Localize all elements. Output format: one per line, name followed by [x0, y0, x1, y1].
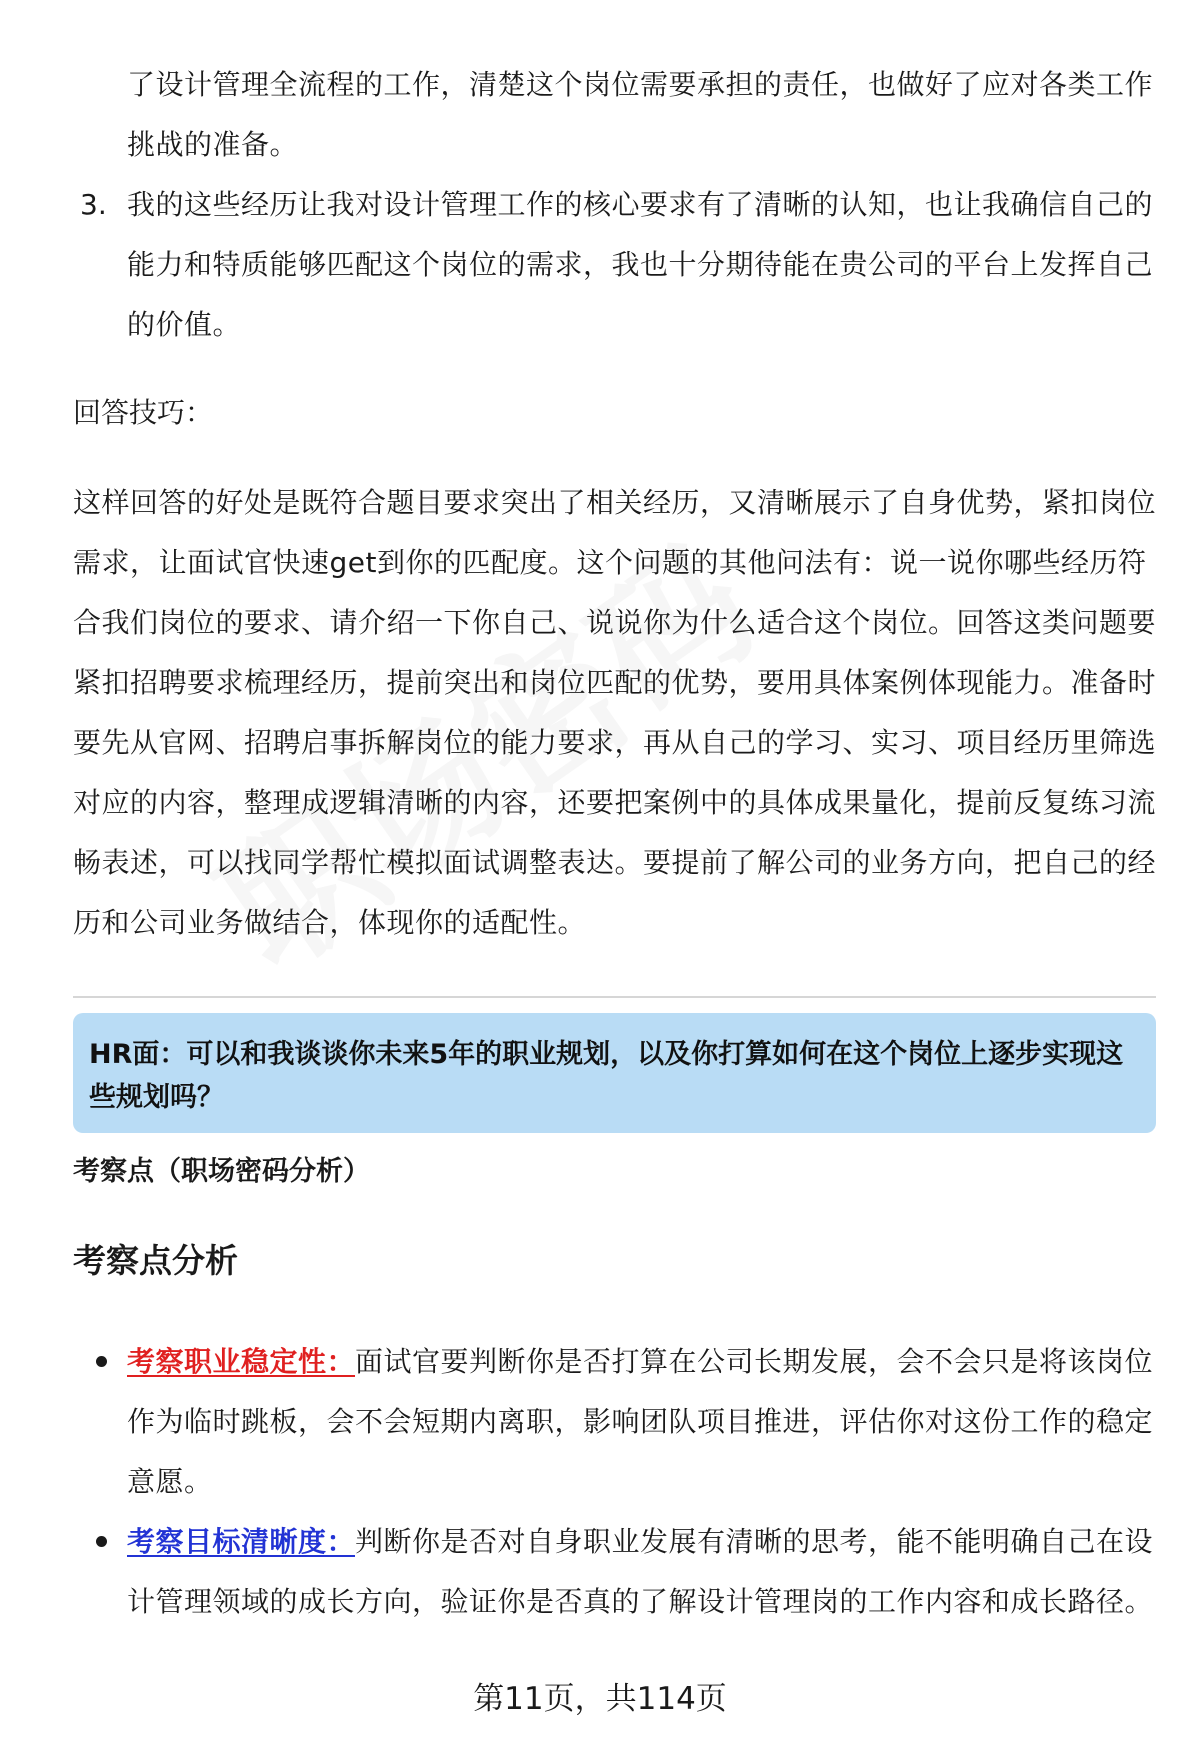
- tips-paragraph: 这样回答的好处是既符合题目要求突出了相关经历，又清晰展示了自身优势，紧扣岗位需求，让面试官快速get到你的匹配度。这个问题的其他问法有：说一说你哪些经历符合我们岗位的要求、请介绍一下你自己、说说你为什么适合这个岗位。回答这类问题要紧扣招聘要求梳理经历，提前突出和岗位匹配的优势，要用具体案例体现能力。准备时要先从官网、招聘启事拆解岗位的能力要求，再从自己的学习、实习、项目经历里筛选对应的内容，整理成逻辑清晰的内容，还要把案例中的具体成果量化，提前反复练习流畅表述，可以找同学帮忙模拟面试调整表达。要提前了解公司的业务方向，把自己的经历和公司业务做结合，体现你的适配性。: [73, 486, 1157, 939]
- point-text: 面试官要判断你是否打算在公司长期发展，会不会只是将该岗位作为临时跳板，会不会短期内离职，影响团队项目推进，评估你对这份工作的稳定意愿。: [127, 1345, 1154, 1498]
- point-keyword: 考察目标清晰度：: [127, 1525, 356, 1558]
- point-text: 判断你是否对自身职业发展有清晰的思考，能不能明确自己在设计管理领域的成长方向，验证你是否真的了解设计管理岗的工作内容和成长路径。: [127, 1525, 1154, 1618]
- list-item: [90, 1512, 1160, 1632]
- list-item-number: 3.: [80, 188, 107, 221]
- ordered-list-item: [80, 175, 1160, 355]
- tips-heading: 回答技巧：: [73, 396, 214, 429]
- list-item-text: 我的这些经历让我对设计管理工作的核心要求有了清晰的认知，也让我确信自己的能力和特质能够匹配这个岗位的需求，我也十分期待能在贵公司的平台上发挥自己的价值。: [127, 188, 1154, 341]
- bullet-icon: [96, 1356, 107, 1367]
- analysis-subheading: 考察点（职场密码分析）: [73, 1156, 370, 1187]
- analysis-heading: 考察点分析: [73, 1241, 238, 1280]
- page-number: 第11页，共114页: [473, 1681, 727, 1717]
- analysis-points-list: [90, 1332, 1160, 1632]
- question-callout: [73, 1013, 1156, 1133]
- list-item: [90, 1332, 1160, 1512]
- question-text: HR面：可以和我谈谈你未来5年的职业规划，以及你打算如何在这个岗位上逐步实现这些规划吗？: [89, 1039, 1124, 1113]
- point-keyword: 考察职业稳定性：: [127, 1345, 356, 1378]
- section-divider: [73, 996, 1156, 998]
- bullet-icon: [96, 1536, 107, 1547]
- continuation-paragraph: 了设计管理全流程的工作，清楚这个岗位需要承担的责任，也做好了应对各类工作挑战的准备。: [127, 68, 1154, 161]
